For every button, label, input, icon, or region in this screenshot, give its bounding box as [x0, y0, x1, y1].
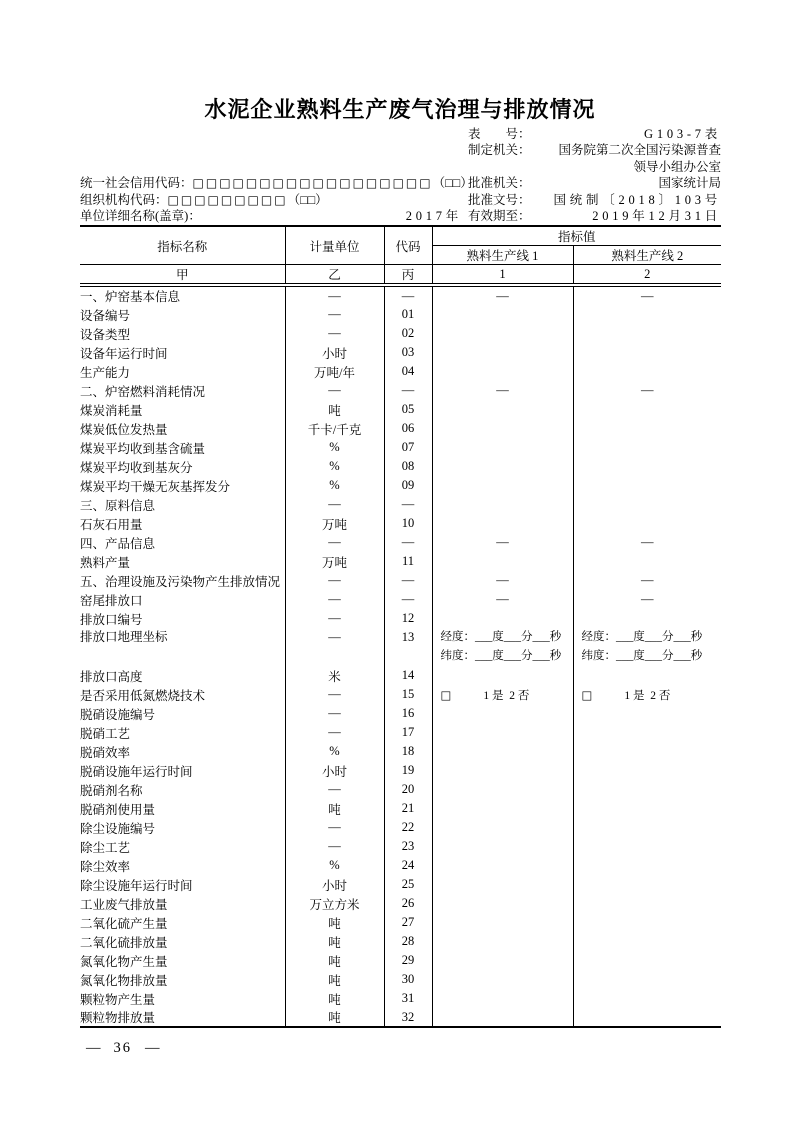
value-cell-line1: [432, 628, 573, 666]
value-cell-line2: [573, 1008, 721, 1027]
table-row: [80, 590, 721, 609]
value-cell-line1: [432, 799, 573, 818]
latitude-blank: 纬度：___度___分___秒: [440, 650, 562, 662]
indicator-name-cell: 五、治理设施及污染物产生排放情况: [80, 574, 281, 589]
code-cell: 08: [384, 457, 432, 476]
value-cell-line1: —: [432, 571, 573, 590]
indicator-name-cell: 三、原料信息: [80, 498, 156, 513]
indicator-name-cell: 颗粒物产生量: [80, 992, 156, 1007]
form-table: [80, 225, 721, 1028]
checkbox-options: 1 是 2 否: [624, 689, 671, 702]
indicator-name-cell: 脱硝设施编号: [80, 707, 156, 722]
indicator-name-cell: 煤炭平均干燥无灰基挥发分: [80, 479, 231, 494]
code-cell: 09: [384, 476, 432, 495]
code-cell: 18: [384, 742, 432, 761]
table-header-key-row: [80, 265, 721, 286]
indicator-name-cell: 煤炭平均收到基灰分: [80, 460, 193, 475]
value-cell-line2: [573, 362, 721, 381]
longitude-blank: 经度：___度___分___秒: [581, 631, 703, 643]
value-cell-line1: [432, 552, 573, 571]
table-row: [80, 628, 721, 666]
value-cell-line2: [573, 476, 721, 495]
header-production-line-2: 熟料生产线 2: [573, 246, 721, 265]
value-cell-line2: [573, 495, 721, 514]
table-row: [80, 400, 721, 419]
form-number-value: G103-7表: [644, 127, 721, 141]
value-cell-line2: [573, 324, 721, 343]
code-cell: 31: [384, 989, 432, 1008]
meta-row: [80, 208, 721, 224]
header-indicator-value: 指标值: [432, 226, 721, 246]
unit-cell: 吨: [285, 799, 384, 818]
value-cell-line2: [573, 609, 721, 628]
table-row: [80, 989, 721, 1008]
indicator-name-cell: 二、炉窑燃料消耗情况: [80, 384, 206, 399]
code-cell: 25: [384, 875, 432, 894]
unit-cell: 万吨: [285, 552, 384, 571]
value-cell-line2: [573, 894, 721, 913]
approval-doc-label: 批准文号：: [468, 192, 531, 207]
indicator-name-cell: 脱硝效率: [80, 745, 131, 760]
approval-agency-label: 批准机关：: [468, 176, 531, 191]
table-row: [80, 704, 721, 723]
table-row: [80, 571, 721, 590]
value-cell-line1: [432, 761, 573, 780]
unit-name-label: 单位详细名称(盖章)：: [80, 208, 201, 223]
credit-code-label: 统一社会信用代码：: [80, 176, 193, 191]
page-number-dash-left: —: [86, 1040, 101, 1056]
code-cell: —: [384, 381, 432, 400]
value-cell-line1: [432, 476, 573, 495]
table-row: [80, 514, 721, 533]
header-key-yi: 乙: [285, 265, 384, 286]
unit-cell: %: [285, 457, 384, 476]
unit-cell: 小时: [285, 343, 384, 362]
unit-cell: 万吨/年: [285, 362, 384, 381]
value-cell-line2: [573, 989, 721, 1008]
value-cell-line1: [432, 438, 573, 457]
value-cell-line1: —: [432, 381, 573, 400]
value-cell-line1: [432, 913, 573, 932]
code-cell: 07: [384, 438, 432, 457]
value-cell-line2: [573, 837, 721, 856]
indicator-name-cell: 排放口高度: [80, 669, 143, 684]
page-number-dash-right: —: [145, 1040, 160, 1056]
unit-cell: 米: [285, 666, 384, 685]
approval-agency-value: 国家统计局: [658, 176, 721, 191]
table-row: [80, 495, 721, 514]
header-key-1: 1: [432, 265, 573, 286]
indicator-name-cell: 熟料产量: [80, 555, 131, 570]
meta-row: [80, 175, 721, 191]
value-cell-line1: [432, 305, 573, 324]
indicator-name-cell: 除尘效率: [80, 859, 131, 874]
indicator-name-cell: 脱硝剂使用量: [80, 802, 156, 817]
unit-cell: —: [285, 590, 384, 609]
code-cell: 01: [384, 305, 432, 324]
org-code-label: 组织机构代码：: [80, 192, 168, 207]
value-cell-line1: [432, 419, 573, 438]
value-cell-line1: [432, 685, 573, 704]
unit-cell: —: [285, 571, 384, 590]
code-cell: 27: [384, 913, 432, 932]
value-cell-line2: [573, 780, 721, 799]
value-cell-line2: [573, 457, 721, 476]
table-row: [80, 476, 721, 495]
indicator-name-cell: 脱硝设施年运行时间: [80, 764, 193, 779]
unit-cell: —: [285, 533, 384, 552]
table-row: [80, 1008, 721, 1027]
indicator-name-cell: 生产能力: [80, 365, 131, 380]
indicator-name-cell: 二氧化硫排放量: [80, 935, 168, 950]
value-cell-line1: [432, 951, 573, 970]
table-row: [80, 932, 721, 951]
unit-cell: —: [285, 628, 384, 666]
value-cell-line2: [573, 514, 721, 533]
code-cell: 13: [384, 628, 432, 666]
value-cell-line1: [432, 343, 573, 362]
issuing-agency-label: 制定机关：: [468, 143, 531, 158]
value-cell-line2: [573, 799, 721, 818]
table-row: [80, 381, 721, 400]
indicator-name-cell: 除尘工艺: [80, 840, 131, 855]
value-cell-line2: [573, 761, 721, 780]
page-number-value: 36: [113, 1040, 132, 1056]
unit-cell: 万吨: [285, 514, 384, 533]
indicator-name-cell: 煤炭平均收到基含硫量: [80, 441, 206, 456]
value-cell-line2: [573, 875, 721, 894]
unit-cell: —: [285, 837, 384, 856]
table-row: [80, 799, 721, 818]
indicator-name-cell: 排放口地理坐标: [80, 630, 168, 644]
value-cell-line1: [432, 970, 573, 989]
unit-cell: 吨: [285, 951, 384, 970]
unit-cell: —: [285, 305, 384, 324]
value-cell-line1: [432, 723, 573, 742]
value-cell-line1: —: [432, 533, 573, 552]
value-cell-line2: [573, 723, 721, 742]
table-header-row: [80, 226, 721, 246]
indicator-name-cell: 煤炭消耗量: [80, 403, 143, 418]
code-cell: 15: [384, 685, 432, 704]
value-cell-line2: [573, 400, 721, 419]
meta-row: [80, 142, 721, 158]
unit-cell: —: [285, 704, 384, 723]
code-cell: 20: [384, 780, 432, 799]
value-cell-line1: [432, 514, 573, 533]
report-year: 2017年: [405, 208, 462, 223]
validity-value: 2019年12月31日: [592, 208, 721, 223]
code-cell: 02: [384, 324, 432, 343]
value-cell-line1: [432, 495, 573, 514]
code-cell: 23: [384, 837, 432, 856]
unit-cell: —: [285, 324, 384, 343]
value-cell-line2: [573, 628, 721, 666]
value-cell-line2: [573, 818, 721, 837]
table-row: [80, 419, 721, 438]
unit-cell: 吨: [285, 1008, 384, 1027]
table-row: [80, 305, 721, 324]
value-cell-line2: [573, 552, 721, 571]
value-cell-line1: [432, 837, 573, 856]
org-code-suffix: （□□）: [287, 192, 328, 207]
indicator-name-cell: 四、产品信息: [80, 536, 156, 551]
table-row: [80, 666, 721, 685]
code-cell: 21: [384, 799, 432, 818]
indicator-name-cell: 设备编号: [80, 308, 131, 323]
table-row: [80, 856, 721, 875]
value-cell-line2: [573, 856, 721, 875]
value-cell-line1: [432, 704, 573, 723]
header-key-2: 2: [573, 265, 721, 286]
value-cell-line1: [432, 666, 573, 685]
indicator-name-cell: 脱硝剂名称: [80, 783, 143, 798]
indicator-name-cell: 石灰石用量: [80, 517, 143, 532]
value-cell-line1: [432, 400, 573, 419]
unit-cell: %: [285, 742, 384, 761]
indicator-name-cell: 除尘设施编号: [80, 821, 156, 836]
value-cell-line2: [573, 438, 721, 457]
value-cell-line1: [432, 609, 573, 628]
value-cell-line2: [573, 343, 721, 362]
indicator-name-cell: 煤炭低位发热量: [80, 422, 168, 437]
code-cell: 11: [384, 552, 432, 571]
page-title: 水泥企业熟料生产废气治理与排放情况: [204, 97, 596, 122]
value-cell-line2: [573, 970, 721, 989]
table-row: [80, 913, 721, 932]
meta-row: [80, 192, 721, 208]
value-cell-line1: —: [432, 285, 573, 305]
unit-cell: 万立方米: [285, 894, 384, 913]
table-row: [80, 818, 721, 837]
code-cell: 28: [384, 932, 432, 951]
page-number: [86, 1040, 160, 1057]
indicator-name-cell: 二氧化硫产生量: [80, 916, 168, 931]
table-row: [80, 552, 721, 571]
table-row: [80, 894, 721, 913]
unit-cell: %: [285, 856, 384, 875]
code-cell: —: [384, 495, 432, 514]
unit-cell: —: [285, 723, 384, 742]
code-cell: 17: [384, 723, 432, 742]
value-cell-line2: [573, 742, 721, 761]
header-production-line-1: 熟料生产线 1: [432, 246, 573, 265]
value-cell-line1: [432, 989, 573, 1008]
value-cell-line1: [432, 932, 573, 951]
indicator-name-cell: 设备年运行时间: [80, 346, 168, 361]
unit-cell: 千卡/千克: [285, 419, 384, 438]
validity-label: 有效期至：: [468, 208, 531, 223]
indicator-name-cell: 颗粒物排放量: [80, 1011, 156, 1025]
indicator-name-cell: 排放口编号: [80, 612, 143, 627]
credit-code-suffix: （□□）: [432, 176, 473, 191]
table-row: [80, 324, 721, 343]
code-cell: 26: [384, 894, 432, 913]
indicator-name-cell: 窑尾排放口: [80, 593, 143, 608]
unit-cell: —: [285, 609, 384, 628]
header-key-jia: 甲: [80, 265, 285, 286]
code-cell: 03: [384, 343, 432, 362]
checkbox-glyph: □: [440, 687, 452, 702]
value-cell-line1: [432, 362, 573, 381]
value-cell-line2: [573, 305, 721, 324]
code-cell: 16: [384, 704, 432, 723]
issuing-agency-value-2: 领导小组办公室: [633, 159, 721, 174]
value-cell-line1: [432, 818, 573, 837]
form-number-label: 表 号：: [468, 127, 531, 141]
code-cell: 06: [384, 419, 432, 438]
table-row: [80, 742, 721, 761]
table-row: [80, 438, 721, 457]
form-meta: [80, 126, 721, 224]
unit-cell: —: [285, 285, 384, 305]
indicator-name-cell: 脱硝工艺: [80, 726, 131, 741]
checkbox-glyph: □: [581, 687, 593, 702]
value-cell-line2: —: [573, 590, 721, 609]
indicator-name-cell: 除尘设施年运行时间: [80, 878, 193, 893]
unit-cell: 吨: [285, 970, 384, 989]
value-cell-line1: [432, 894, 573, 913]
code-cell: 24: [384, 856, 432, 875]
unit-cell: —: [285, 818, 384, 837]
value-cell-line2: [573, 685, 721, 704]
value-cell-line1: —: [432, 590, 573, 609]
code-cell: 05: [384, 400, 432, 419]
table-row: [80, 685, 721, 704]
code-cell: 10: [384, 514, 432, 533]
table-row: [80, 533, 721, 552]
value-cell-line1: [432, 457, 573, 476]
unit-cell: —: [285, 381, 384, 400]
latitude-blank: 纬度：___度___分___秒: [581, 650, 703, 662]
unit-cell: 吨: [285, 400, 384, 419]
value-cell-line2: [573, 419, 721, 438]
code-cell: 14: [384, 666, 432, 685]
value-cell-line2: —: [573, 381, 721, 400]
indicator-name-cell: 工业废气排放量: [80, 897, 168, 912]
issuing-agency-value: 国务院第二次全国污染源普查: [558, 143, 721, 158]
header-indicator-name: 指标名称: [157, 239, 208, 254]
value-cell-line1: [432, 856, 573, 875]
header-unit: 计量单位: [285, 226, 384, 265]
unit-cell: —: [285, 495, 384, 514]
value-cell-line1: [432, 780, 573, 799]
unit-cell: —: [285, 780, 384, 799]
value-cell-line2: [573, 666, 721, 685]
table-row: [80, 837, 721, 856]
value-cell-line2: [573, 913, 721, 932]
code-cell: —: [384, 285, 432, 305]
code-cell: 19: [384, 761, 432, 780]
table-row: [80, 457, 721, 476]
approval-doc-value: 国统制〔2018〕103号: [553, 192, 721, 207]
value-cell-line2: —: [573, 533, 721, 552]
table-row: [80, 875, 721, 894]
indicator-name-cell: 是否采用低氮燃烧技术: [80, 688, 206, 703]
indicator-name-cell: 一、炉窑基本信息: [80, 290, 181, 304]
code-cell: 22: [384, 818, 432, 837]
value-cell-line1: [432, 324, 573, 343]
code-cell: 04: [384, 362, 432, 381]
value-cell-line2: [573, 932, 721, 951]
code-cell: 30: [384, 970, 432, 989]
table-row: [80, 970, 721, 989]
unit-cell: 小时: [285, 875, 384, 894]
unit-cell: 吨: [285, 913, 384, 932]
table-row: [80, 780, 721, 799]
meta-row: [80, 126, 721, 142]
header-key-bing: 丙: [384, 265, 432, 286]
code-cell: 29: [384, 951, 432, 970]
table-row: [80, 609, 721, 628]
table-row: [80, 761, 721, 780]
org-code-boxes: □□□□□□□□□: [167, 192, 288, 207]
unit-cell: %: [285, 438, 384, 457]
code-cell: 12: [384, 609, 432, 628]
indicator-name-cell: 氮氧化物排放量: [80, 973, 168, 988]
unit-cell: 小时: [285, 761, 384, 780]
unit-cell: 吨: [285, 932, 384, 951]
meta-row: [80, 159, 721, 175]
credit-code-boxes: □□□□□□□□□□□□□□□□□□: [192, 176, 433, 191]
longitude-blank: 经度：___度___分___秒: [440, 631, 562, 643]
code-cell: —: [384, 590, 432, 609]
table-row: [80, 343, 721, 362]
indicator-name-cell: 氮氧化物产生量: [80, 954, 168, 969]
value-cell-line1: [432, 875, 573, 894]
checkbox-options: 1 是 2 否: [483, 689, 530, 702]
header-code: 代码: [384, 226, 432, 265]
code-cell: —: [384, 571, 432, 590]
value-cell-line2: [573, 704, 721, 723]
value-cell-line2: [573, 951, 721, 970]
unit-cell: 吨: [285, 989, 384, 1008]
value-cell-line2: —: [573, 285, 721, 305]
unit-cell: —: [285, 685, 384, 704]
code-cell: 32: [384, 1008, 432, 1027]
table-row: [80, 362, 721, 381]
value-cell-line1: [432, 742, 573, 761]
table-row: [80, 285, 721, 305]
value-cell-line2: —: [573, 571, 721, 590]
value-cell-line1: [432, 1008, 573, 1027]
unit-cell: %: [285, 476, 384, 495]
table-row: [80, 723, 721, 742]
table-row: [80, 951, 721, 970]
indicator-name-cell: 设备类型: [80, 327, 131, 342]
code-cell: —: [384, 533, 432, 552]
